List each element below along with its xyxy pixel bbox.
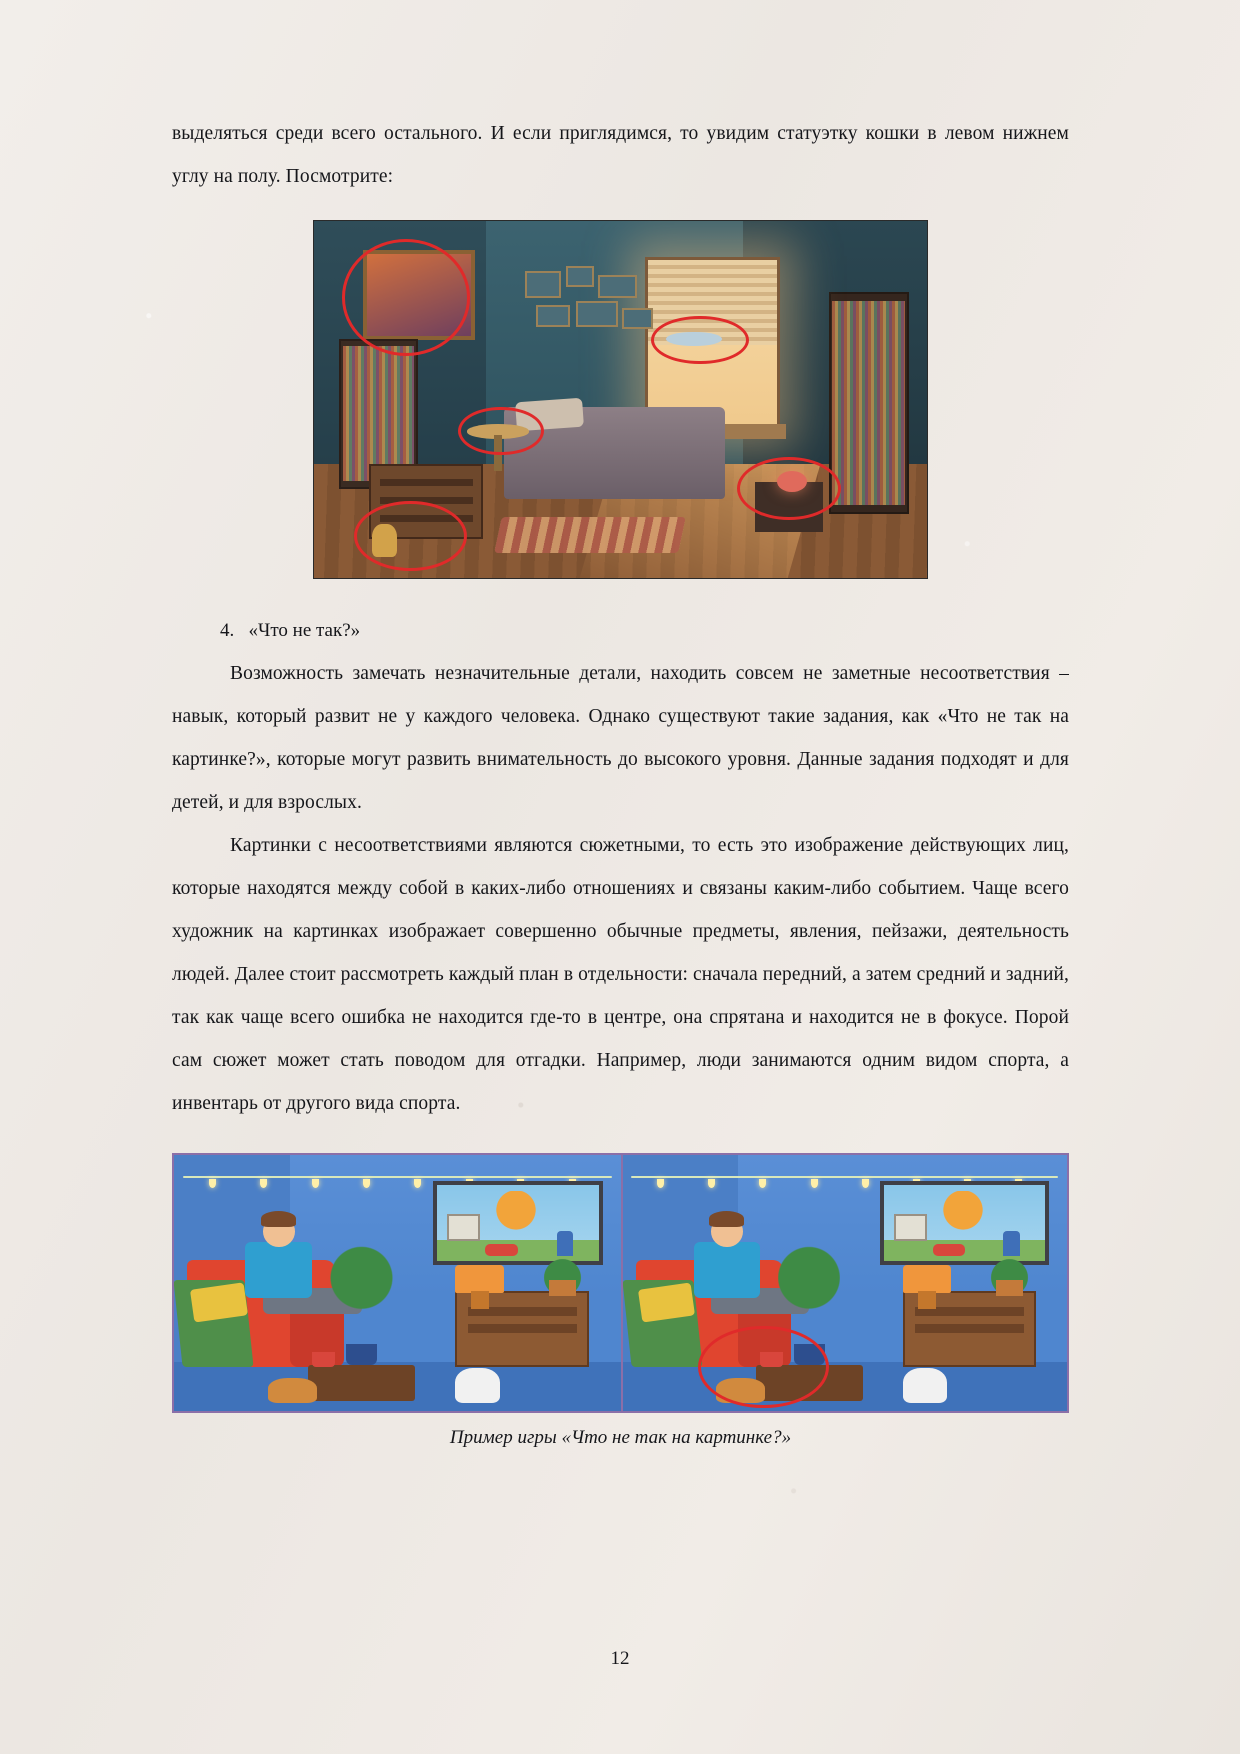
man-torso [245, 1242, 312, 1298]
figure-1-wrapper [172, 220, 1069, 579]
table-lamp-shade [903, 1265, 952, 1293]
houseplant-small-pot [996, 1280, 1023, 1295]
figure-bedroom-illustration [313, 220, 928, 579]
light-bulb [708, 1179, 715, 1188]
tv-scene-character [557, 1231, 573, 1257]
picture-frame [598, 275, 637, 299]
houseplant-tall-pot [346, 1344, 377, 1364]
light-bulb [657, 1179, 664, 1188]
picture-frame [566, 266, 594, 288]
coffee-table [308, 1365, 415, 1401]
television [880, 1181, 1049, 1265]
page-content [172, 112, 1069, 1449]
tv-scene-character [1003, 1231, 1019, 1257]
table-lamp-base [918, 1291, 936, 1309]
highlight-ellipse-painting [342, 239, 471, 356]
string-lights-wire [631, 1176, 1058, 1178]
picture-frame [536, 305, 570, 327]
panel-left [174, 1155, 621, 1411]
tv-scene-car [485, 1244, 517, 1256]
light-bulb [312, 1179, 319, 1188]
table-lamp-base [471, 1291, 489, 1309]
table-lamp-shade [455, 1265, 504, 1293]
light-bulb [811, 1179, 818, 1188]
cat [455, 1368, 500, 1404]
list-item-label: «Что не так?» [248, 620, 361, 641]
highlight-ellipse-difference [698, 1326, 828, 1409]
tv-scene-house [447, 1214, 480, 1241]
paragraph-2: Картинки с несоответствиями являются сюжетными, то есть это изображение действующих лиц, которые находятся между собой в каких-либо отношениях и связаны каким-либо событием. Чаще всего художник на картинках изображает совершенно обычные предметы, явления, пейзажи, деятельность людей. Далее стоит рассмотреть каждый план в отдельности: сначала передний, а затем средний и задний, так как чаще всего ошибка не находится где-то в центре, она спрятана и находится не в фокусе. Порой сам сюжет может стать поводом для отгадки. Например, люди занимаются одним видом спорта, а инвентарь от другого вида спорта. [172, 835, 1069, 1114]
figure-spot-the-difference [172, 1153, 1069, 1413]
highlight-ellipse-plane [651, 316, 749, 365]
light-bulb [209, 1179, 216, 1188]
light-bulb [414, 1179, 421, 1188]
spacer [172, 579, 1069, 609]
picture-frame [576, 301, 618, 326]
tv-scene-car [933, 1244, 965, 1256]
picture-frame [525, 271, 561, 298]
paragraph-intro-continuation: выделяться среди всего остального. И если приглядимся, то увидим статуэтку кошки в левом нижнем углу на полу. Посмотрите: [172, 123, 1069, 187]
houseplant-small-pot [549, 1280, 576, 1295]
highlight-ellipse-table [458, 407, 544, 456]
picture-frame [622, 308, 653, 328]
numbered-list-item [172, 609, 1069, 652]
paragraph-1: Возможность замечать незначительные детали, находить совсем не заметные несоответствия – навык, который развит не у каждого человека. Однако существуют такие задания, как «Что не так на картинке?», которые могут развить внимательность до высокого уровня. Данные задания подходят и для детей, и для взрослых. [172, 663, 1069, 813]
tv-scene-tree [492, 1191, 540, 1233]
highlight-ellipse-clock [737, 457, 841, 520]
houseplant-tall [330, 1245, 393, 1327]
highlight-ellipse-cat-statue [354, 501, 467, 571]
list-item-number: 4. [220, 620, 235, 641]
yellow-cushion [190, 1282, 248, 1322]
figure-2-caption: Пример игры «Что не так на картинке?» [449, 1427, 792, 1448]
floor-rug [494, 517, 685, 553]
tv-scene-tree [939, 1191, 987, 1233]
man-hair [709, 1211, 745, 1226]
red-mug [312, 1352, 334, 1367]
man-hair [261, 1211, 297, 1226]
man-torso [694, 1242, 761, 1298]
cat [903, 1368, 947, 1404]
bookshelf-right [829, 292, 909, 513]
light-bulb [862, 1179, 869, 1188]
light-bulb [363, 1179, 370, 1188]
picture-frames-group [522, 264, 657, 353]
dog [268, 1378, 317, 1404]
light-bulb [759, 1179, 766, 1188]
panel-right [621, 1155, 1068, 1411]
houseplant-tall [778, 1245, 840, 1327]
light-bulb [260, 1179, 267, 1188]
string-lights-wire [183, 1176, 612, 1178]
tv-scene-house [894, 1214, 927, 1241]
television [433, 1181, 603, 1265]
page-number: 12 [610, 1648, 630, 1669]
figure-2-wrapper [172, 1153, 1069, 1413]
